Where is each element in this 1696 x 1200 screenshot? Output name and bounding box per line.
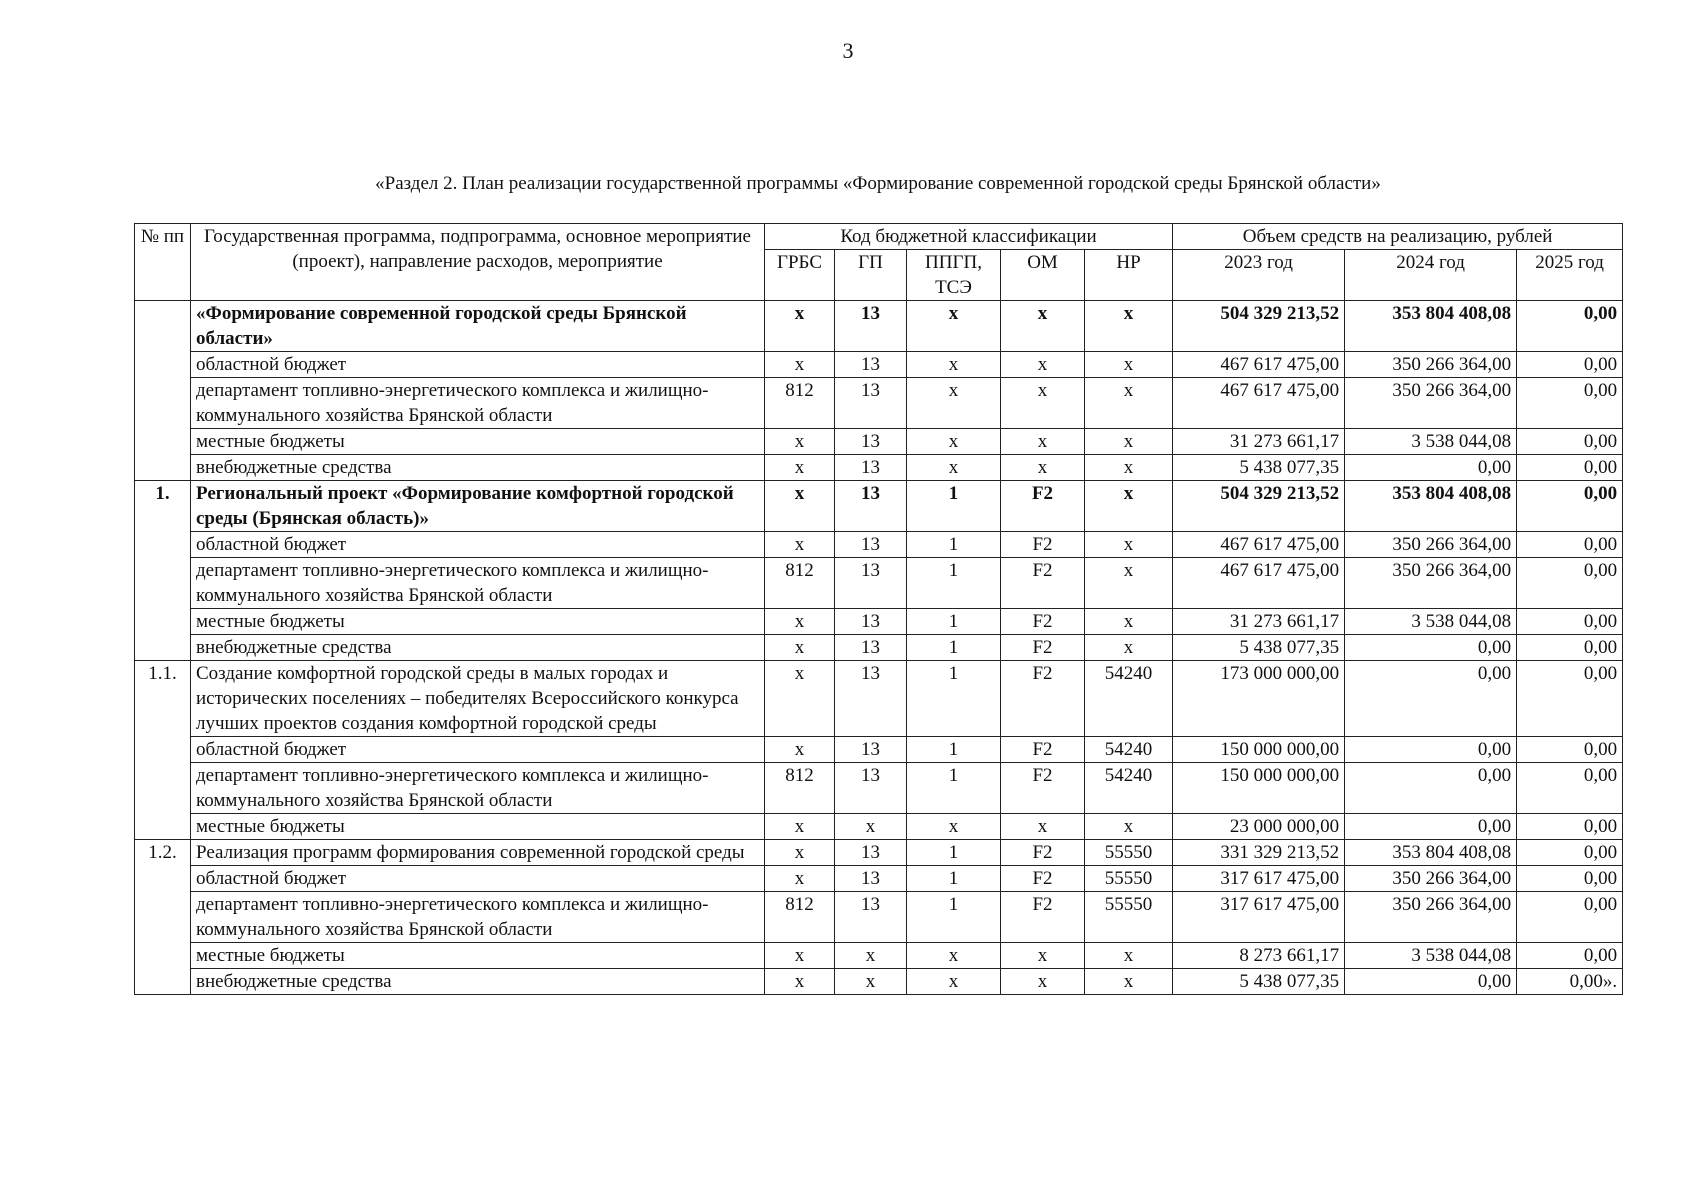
cell-y2023: 467 617 475,00 bbox=[1173, 558, 1345, 609]
cell-gp: x bbox=[835, 969, 907, 995]
cell-y2025: 0,00 bbox=[1517, 481, 1623, 532]
cell-y2023: 504 329 213,52 bbox=[1173, 301, 1345, 352]
cell-grbs: x bbox=[765, 429, 835, 455]
cell-nr: 55550 bbox=[1085, 866, 1173, 892]
cell-gp: 13 bbox=[835, 481, 907, 532]
cell-gp: 13 bbox=[835, 763, 907, 814]
cell-ppgp: 1 bbox=[907, 892, 1001, 943]
cell-y2023: 23 000 000,00 bbox=[1173, 814, 1345, 840]
cell-om: F2 bbox=[1001, 866, 1085, 892]
cell-y2024: 3 538 044,08 bbox=[1345, 943, 1517, 969]
cell-nr: x bbox=[1085, 532, 1173, 558]
cell-gp: 13 bbox=[835, 892, 907, 943]
header-grbs: ГРБС bbox=[765, 250, 835, 301]
cell-om: x bbox=[1001, 455, 1085, 481]
page-number: 3 bbox=[842, 38, 854, 63]
cell-gp: 13 bbox=[835, 352, 907, 378]
header-2024: 2024 год bbox=[1345, 250, 1517, 301]
table-row bbox=[135, 763, 1623, 814]
table-row bbox=[135, 943, 1623, 969]
cell-y2023: 467 617 475,00 bbox=[1173, 532, 1345, 558]
cell-grbs: x bbox=[765, 814, 835, 840]
table-header bbox=[135, 224, 1623, 301]
cell-y2024: 0,00 bbox=[1345, 455, 1517, 481]
cell-y2024: 350 266 364,00 bbox=[1345, 892, 1517, 943]
cell-y2025: 0,00». bbox=[1517, 969, 1623, 995]
cell-y2024: 3 538 044,08 bbox=[1345, 609, 1517, 635]
cell-y2023: 31 273 661,17 bbox=[1173, 609, 1345, 635]
cell-gp: 13 bbox=[835, 661, 907, 737]
table-row bbox=[135, 609, 1623, 635]
cell-y2023: 5 438 077,35 bbox=[1173, 635, 1345, 661]
row-name: Реализация программ формирования современной городской среды bbox=[191, 840, 765, 866]
cell-y2024: 350 266 364,00 bbox=[1345, 532, 1517, 558]
cell-om: x bbox=[1001, 943, 1085, 969]
cell-y2024: 350 266 364,00 bbox=[1345, 558, 1517, 609]
cell-gp: x bbox=[835, 814, 907, 840]
cell-om: F2 bbox=[1001, 763, 1085, 814]
cell-y2023: 173 000 000,00 bbox=[1173, 661, 1345, 737]
row-name: областной бюджет bbox=[191, 352, 765, 378]
cell-grbs: 812 bbox=[765, 378, 835, 429]
cell-y2023: 5 438 077,35 bbox=[1173, 969, 1345, 995]
cell-ppgp: 1 bbox=[907, 609, 1001, 635]
cell-y2024: 353 804 408,08 bbox=[1345, 481, 1517, 532]
cell-grbs: x bbox=[765, 609, 835, 635]
cell-y2023: 5 438 077,35 bbox=[1173, 455, 1345, 481]
table-row bbox=[135, 429, 1623, 455]
cell-nr: x bbox=[1085, 635, 1173, 661]
cell-grbs: 812 bbox=[765, 763, 835, 814]
cell-y2024: 0,00 bbox=[1345, 661, 1517, 737]
cell-nr: x bbox=[1085, 378, 1173, 429]
row-number bbox=[135, 301, 191, 481]
cell-y2024: 350 266 364,00 bbox=[1345, 378, 1517, 429]
cell-y2024: 350 266 364,00 bbox=[1345, 352, 1517, 378]
cell-grbs: x bbox=[765, 943, 835, 969]
cell-om: F2 bbox=[1001, 737, 1085, 763]
cell-grbs: x bbox=[765, 969, 835, 995]
cell-ppgp: x bbox=[907, 301, 1001, 352]
cell-y2025: 0,00 bbox=[1517, 609, 1623, 635]
cell-y2023: 467 617 475,00 bbox=[1173, 352, 1345, 378]
cell-om: F2 bbox=[1001, 558, 1085, 609]
cell-om: x bbox=[1001, 301, 1085, 352]
cell-y2025: 0,00 bbox=[1517, 892, 1623, 943]
cell-gp: 13 bbox=[835, 455, 907, 481]
cell-y2023: 150 000 000,00 bbox=[1173, 763, 1345, 814]
cell-om: F2 bbox=[1001, 481, 1085, 532]
cell-gp: 13 bbox=[835, 840, 907, 866]
cell-y2024: 3 538 044,08 bbox=[1345, 429, 1517, 455]
header-gp: ГП bbox=[835, 250, 907, 301]
cell-nr: x bbox=[1085, 301, 1173, 352]
cell-ppgp: 1 bbox=[907, 532, 1001, 558]
cell-om: F2 bbox=[1001, 609, 1085, 635]
cell-nr: 54240 bbox=[1085, 661, 1173, 737]
row-name: внебюджетные средства bbox=[191, 635, 765, 661]
row-name: внебюджетные средства bbox=[191, 455, 765, 481]
table-row bbox=[135, 661, 1623, 737]
cell-ppgp: 1 bbox=[907, 866, 1001, 892]
cell-grbs: x bbox=[765, 532, 835, 558]
cell-y2023: 31 273 661,17 bbox=[1173, 429, 1345, 455]
cell-gp: 13 bbox=[835, 737, 907, 763]
header-kbk: Код бюджетной классификации bbox=[765, 224, 1173, 250]
row-name: местные бюджеты bbox=[191, 943, 765, 969]
cell-nr: x bbox=[1085, 609, 1173, 635]
header-num: № пп bbox=[135, 224, 191, 301]
table-row bbox=[135, 737, 1623, 763]
cell-grbs: x bbox=[765, 455, 835, 481]
cell-om: x bbox=[1001, 429, 1085, 455]
cell-y2025: 0,00 bbox=[1517, 378, 1623, 429]
cell-y2025: 0,00 bbox=[1517, 737, 1623, 763]
row-name: местные бюджеты bbox=[191, 429, 765, 455]
header-2025: 2025 год bbox=[1517, 250, 1623, 301]
cell-nr: x bbox=[1085, 558, 1173, 609]
table-row bbox=[135, 558, 1623, 609]
cell-nr: x bbox=[1085, 814, 1173, 840]
row-name: местные бюджеты bbox=[191, 609, 765, 635]
cell-y2024: 353 804 408,08 bbox=[1345, 840, 1517, 866]
table-row bbox=[135, 866, 1623, 892]
cell-ppgp: 1 bbox=[907, 763, 1001, 814]
cell-grbs: x bbox=[765, 352, 835, 378]
cell-nr: 55550 bbox=[1085, 892, 1173, 943]
cell-nr: 54240 bbox=[1085, 763, 1173, 814]
table-row bbox=[135, 378, 1623, 429]
table-row bbox=[135, 969, 1623, 995]
cell-y2023: 504 329 213,52 bbox=[1173, 481, 1345, 532]
cell-y2023: 467 617 475,00 bbox=[1173, 378, 1345, 429]
table-row bbox=[135, 892, 1623, 943]
row-name: департамент топливно-энергетического комплекса и жилищно-коммунального хозяйства Брянской области bbox=[191, 378, 765, 429]
cell-gp: 13 bbox=[835, 866, 907, 892]
cell-nr: 55550 bbox=[1085, 840, 1173, 866]
header-volume: Объем средств на реализацию, рублей bbox=[1173, 224, 1623, 250]
table-body bbox=[135, 301, 1623, 995]
table-row bbox=[135, 301, 1623, 352]
cell-y2023: 150 000 000,00 bbox=[1173, 737, 1345, 763]
header-2023: 2023 год bbox=[1173, 250, 1345, 301]
cell-y2025: 0,00 bbox=[1517, 429, 1623, 455]
row-name: департамент топливно-энергетического комплекса и жилищно-коммунального хозяйства Брянской области bbox=[191, 558, 765, 609]
row-name: Региональный проект «Формирование комфортной городской среды (Брянская область)» bbox=[191, 481, 765, 532]
cell-y2024: 353 804 408,08 bbox=[1345, 301, 1517, 352]
cell-om: F2 bbox=[1001, 532, 1085, 558]
cell-gp: 13 bbox=[835, 532, 907, 558]
cell-grbs: x bbox=[765, 866, 835, 892]
table-row bbox=[135, 814, 1623, 840]
cell-y2023: 317 617 475,00 bbox=[1173, 866, 1345, 892]
cell-grbs: x bbox=[765, 635, 835, 661]
cell-y2025: 0,00 bbox=[1517, 558, 1623, 609]
cell-nr: 54240 bbox=[1085, 737, 1173, 763]
cell-y2025: 0,00 bbox=[1517, 943, 1623, 969]
cell-om: F2 bbox=[1001, 840, 1085, 866]
plan-table bbox=[134, 223, 1623, 995]
cell-om: x bbox=[1001, 352, 1085, 378]
section-title: «Раздел 2. План реализации государственной программы «Формирование современной городской среды Брянской области» bbox=[375, 173, 1381, 194]
cell-ppgp: x bbox=[907, 378, 1001, 429]
cell-ppgp: x bbox=[907, 429, 1001, 455]
cell-grbs: 812 bbox=[765, 558, 835, 609]
table-row bbox=[135, 352, 1623, 378]
cell-grbs: x bbox=[765, 840, 835, 866]
cell-om: x bbox=[1001, 814, 1085, 840]
cell-ppgp: 1 bbox=[907, 661, 1001, 737]
cell-ppgp: 1 bbox=[907, 558, 1001, 609]
cell-y2025: 0,00 bbox=[1517, 763, 1623, 814]
cell-nr: x bbox=[1085, 429, 1173, 455]
cell-y2025: 0,00 bbox=[1517, 814, 1623, 840]
cell-y2025: 0,00 bbox=[1517, 301, 1623, 352]
cell-grbs: x bbox=[765, 661, 835, 737]
cell-gp: 13 bbox=[835, 378, 907, 429]
cell-y2024: 350 266 364,00 bbox=[1345, 866, 1517, 892]
cell-y2024: 0,00 bbox=[1345, 635, 1517, 661]
cell-nr: x bbox=[1085, 969, 1173, 995]
cell-om: F2 bbox=[1001, 892, 1085, 943]
table-row bbox=[135, 635, 1623, 661]
cell-gp: 13 bbox=[835, 558, 907, 609]
cell-y2024: 0,00 bbox=[1345, 763, 1517, 814]
row-name: областной бюджет bbox=[191, 866, 765, 892]
header-name: Государственная программа, подпрограмма, основное мероприятие (проект), направление расходов, мероприятие bbox=[191, 224, 765, 301]
cell-om: F2 bbox=[1001, 661, 1085, 737]
table-row bbox=[135, 481, 1623, 532]
cell-y2025: 0,00 bbox=[1517, 866, 1623, 892]
row-name: внебюджетные средства bbox=[191, 969, 765, 995]
cell-y2025: 0,00 bbox=[1517, 532, 1623, 558]
cell-ppgp: x bbox=[907, 814, 1001, 840]
cell-ppgp: 1 bbox=[907, 737, 1001, 763]
cell-gp: 13 bbox=[835, 301, 907, 352]
row-name: Создание комфортной городской среды в малых городах и исторических поселениях – победителях Всероссийского конкурса лучших проектов создания комфортной городской среды bbox=[191, 661, 765, 737]
row-name: департамент топливно-энергетического комплекса и жилищно-коммунального хозяйства Брянской области bbox=[191, 892, 765, 943]
cell-grbs: x bbox=[765, 737, 835, 763]
cell-nr: x bbox=[1085, 455, 1173, 481]
cell-om: x bbox=[1001, 969, 1085, 995]
cell-y2025: 0,00 bbox=[1517, 635, 1623, 661]
cell-y2024: 0,00 bbox=[1345, 737, 1517, 763]
row-number: 1. bbox=[135, 481, 191, 661]
cell-y2025: 0,00 bbox=[1517, 840, 1623, 866]
cell-om: x bbox=[1001, 378, 1085, 429]
cell-gp: x bbox=[835, 943, 907, 969]
row-name: «Формирование современной городской среды Брянской области» bbox=[191, 301, 765, 352]
cell-ppgp: x bbox=[907, 352, 1001, 378]
cell-y2024: 0,00 bbox=[1345, 969, 1517, 995]
cell-y2025: 0,00 bbox=[1517, 661, 1623, 737]
row-name: департамент топливно-энергетического комплекса и жилищно-коммунального хозяйства Брянской области bbox=[191, 763, 765, 814]
table-row bbox=[135, 840, 1623, 866]
cell-ppgp: 1 bbox=[907, 635, 1001, 661]
cell-y2023: 8 273 661,17 bbox=[1173, 943, 1345, 969]
cell-y2023: 317 617 475,00 bbox=[1173, 892, 1345, 943]
cell-ppgp: 1 bbox=[907, 840, 1001, 866]
cell-om: F2 bbox=[1001, 635, 1085, 661]
cell-grbs: x bbox=[765, 301, 835, 352]
cell-ppgp: x bbox=[907, 969, 1001, 995]
cell-y2023: 331 329 213,52 bbox=[1173, 840, 1345, 866]
cell-gp: 13 bbox=[835, 609, 907, 635]
row-number: 1.2. bbox=[135, 840, 191, 995]
cell-ppgp: x bbox=[907, 943, 1001, 969]
cell-nr: x bbox=[1085, 352, 1173, 378]
cell-gp: 13 bbox=[835, 635, 907, 661]
row-name: местные бюджеты bbox=[191, 814, 765, 840]
table-row bbox=[135, 532, 1623, 558]
cell-y2025: 0,00 bbox=[1517, 352, 1623, 378]
cell-grbs: x bbox=[765, 481, 835, 532]
header-nr: НР bbox=[1085, 250, 1173, 301]
cell-gp: 13 bbox=[835, 429, 907, 455]
cell-nr: x bbox=[1085, 481, 1173, 532]
cell-nr: x bbox=[1085, 943, 1173, 969]
table-row bbox=[135, 455, 1623, 481]
row-number: 1.1. bbox=[135, 661, 191, 840]
cell-y2024: 0,00 bbox=[1345, 814, 1517, 840]
cell-y2025: 0,00 bbox=[1517, 455, 1623, 481]
cell-ppgp: x bbox=[907, 455, 1001, 481]
cell-ppgp: 1 bbox=[907, 481, 1001, 532]
row-name: областной бюджет bbox=[191, 737, 765, 763]
header-om: ОМ bbox=[1001, 250, 1085, 301]
cell-grbs: 812 bbox=[765, 892, 835, 943]
row-name: областной бюджет bbox=[191, 532, 765, 558]
header-ppgp: ППГП, ТСЭ bbox=[907, 250, 1001, 301]
